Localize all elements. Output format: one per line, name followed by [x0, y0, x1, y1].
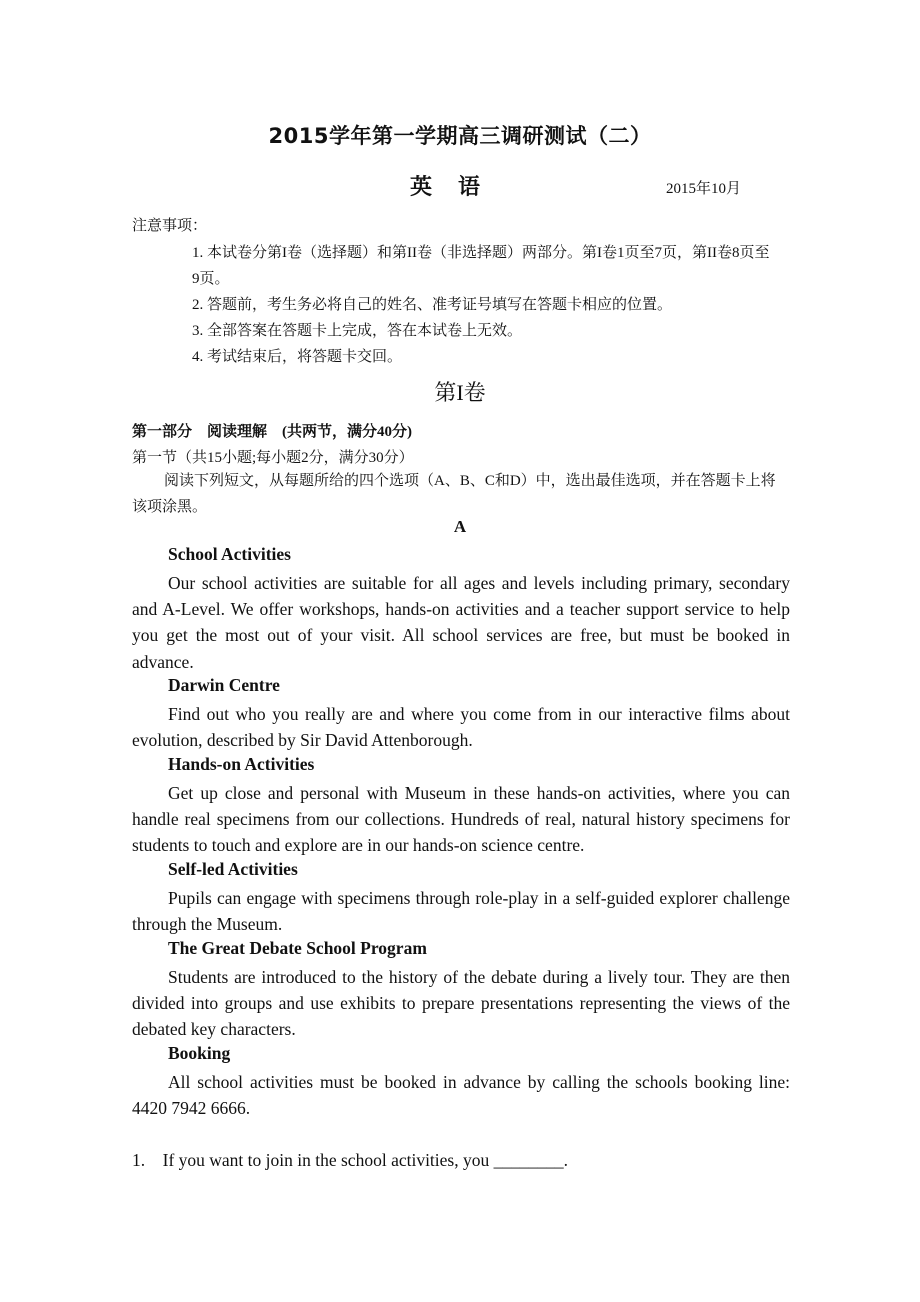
notice-item: 4. 考试结束后，将答题卡交回。 — [192, 349, 403, 365]
section-title: School Activities — [168, 544, 291, 564]
instructions: 阅读下列短文，从每题所给的四个选项（A、B、C和D）中，选出最佳选项，并在答题卡上将该项涂黑。 — [132, 473, 776, 515]
subject-title: 英语 — [410, 175, 507, 200]
paragraph: All school activities must be booked in advance by calling the schools booking line: 4420 7942 6666. — [132, 1072, 790, 1119]
paragraph: Get up close and personal with Museum in these hands-on activities, where you can handle real specimens from our collections. Hundreds of real, natural history specimens for students to touch and explore are in our hands-on science centre. — [132, 783, 790, 856]
paragraph: Our school activities are suitable for all ages and levels including primary, secondary and A-Level. We offer workshops, hands-on activities and a teacher support service to help you get the most out of your visit. All school services are free, but must be booked in advance. — [132, 573, 790, 672]
notice-item: 2. 答题前，考生务必将自己的姓名、准考证号填写在答题卡相应的位置。 — [192, 297, 673, 313]
section-title: Self-led Activities — [168, 859, 298, 879]
notice-item: 1. 本试卷分第I卷（选择题）和第II卷（非选择题）两部分。第I卷1页至7页，第II卷8页至9页。 — [192, 245, 770, 287]
section-title: Booking — [168, 1043, 231, 1063]
part-heading: 第一部分 阅读理解 (共两节，满分40分) — [132, 424, 412, 440]
paragraph: Pupils can engage with specimens through role-play in a self-guided explorer challenge through the Museum. — [132, 888, 790, 935]
paragraph: Find out who you really are and where you come from in our interactive films about evolution, described by Sir David Attenborough. — [132, 704, 790, 751]
section-title: The Great Debate School Program — [168, 938, 427, 958]
volume-title: 第I卷 — [434, 380, 486, 405]
section-title: Darwin Centre — [168, 675, 280, 695]
question-1: 1. If you want to join in the school activities, you ________. — [132, 1150, 568, 1170]
notice-item: 3. 全部答案在答题卡上完成，答在本试卷上无效。 — [192, 323, 523, 339]
paragraph: Students are introduced to the history of the debate during a lively tour. They are then divided into groups and use exhibits to prepare presentations representing the views of the debated key characters. — [132, 967, 790, 1040]
passage-letter: A — [453, 517, 467, 536]
exam-title: 2015学年第一学期高三调研测试（二） — [268, 124, 652, 148]
section-heading: 第一节（共15小题;每小题2分，满分30分） — [132, 450, 414, 466]
notice-heading: 注意事项： — [132, 218, 208, 234]
exam-date: 2015年10月 — [666, 181, 742, 197]
section-title: Hands-on Activities — [168, 754, 315, 774]
